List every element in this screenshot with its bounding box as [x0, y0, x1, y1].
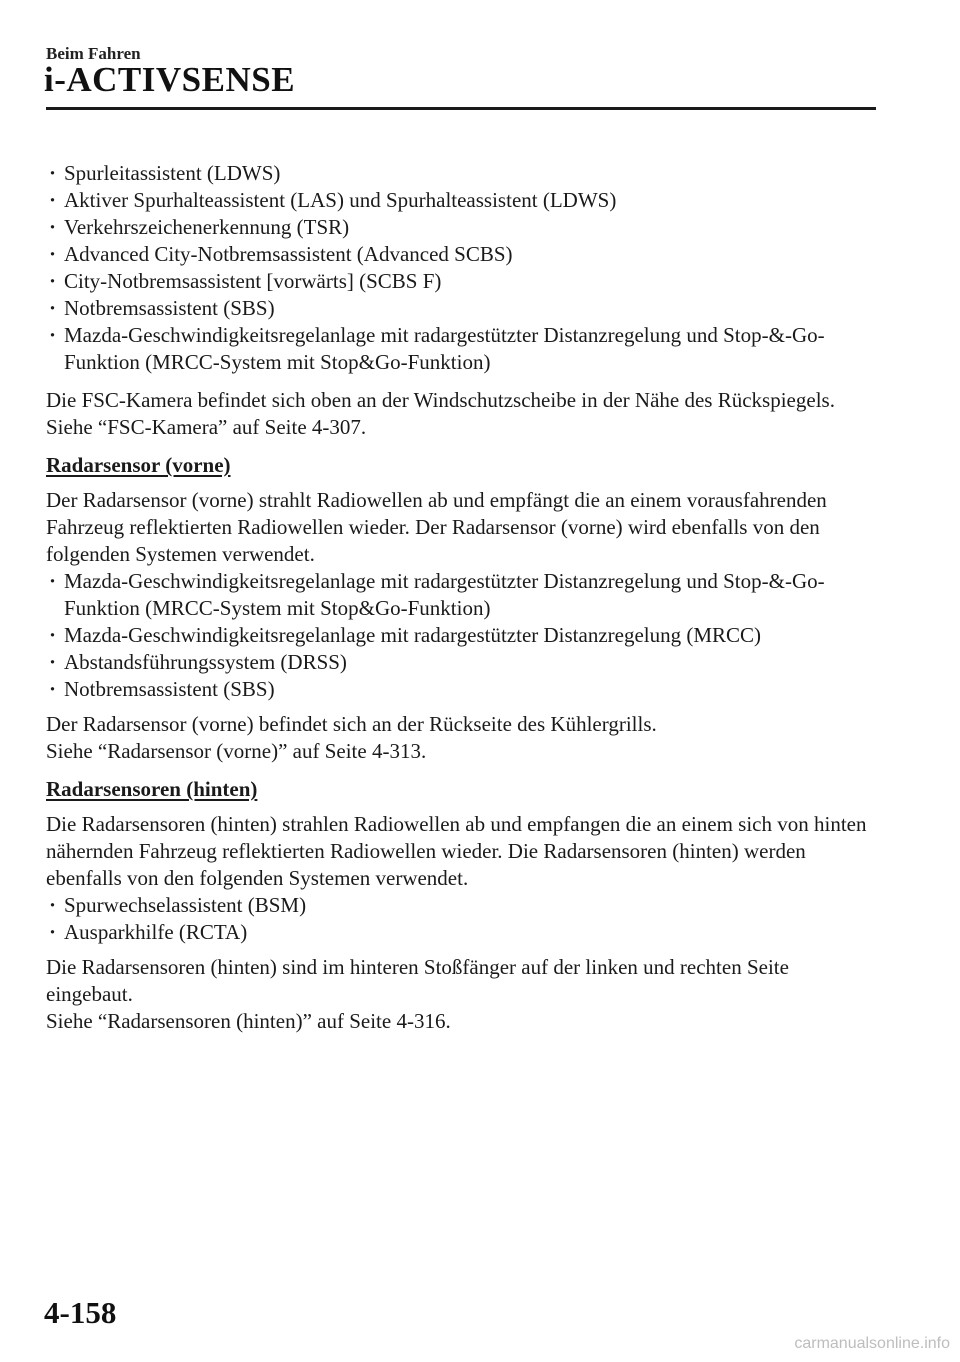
list-item: · Advanced City-Notbremsassistent (Advanced SCBS) — [46, 241, 876, 268]
radar-rear-location: Die Radarsensoren (hinten) sind im hinteren Stoßfänger auf der linken und rechten Seite eingebaut. — [46, 955, 789, 1006]
list-item: · Mazda-Geschwindigkeitsregelanlage mit radargestützter Distanzregelung und Stop-&-Go-Funktion (MRCC-System mit Stop&Go-Funktion) — [46, 322, 876, 376]
list-item: · Spurleitassistent (LDWS) — [46, 160, 876, 187]
watermark-text: carmanualsonline.info — [794, 1335, 950, 1352]
radar-rear-heading: Radarsensoren (hinten) — [46, 777, 258, 801]
fsc-page-reference: Siehe “FSC-Kamera” auf Seite 4-307. — [46, 415, 367, 439]
radar-front-intro: Der Radarsensor (vorne) strahlt Radiowellen ab und empfängt die an einem vorausfahrenden Fahrzeug reflektierten Radiowellen wieder. Der Radarsensor (vorne) wird ebenfalls von den folgenden Systemen verwendet. — [46, 488, 827, 566]
radar-rear-systems-list — [46, 892, 876, 946]
list-item: · Aktiver Spurhalteassistent (LAS) und Spurhalteassistent (LDWS) — [46, 187, 876, 214]
radar-front-location: Der Radarsensor (vorne) befindet sich an der Rückseite des Kühlergrills. — [46, 712, 657, 736]
section-label: Beim Fahren — [46, 44, 141, 63]
page-number: 4-158 — [44, 1295, 117, 1330]
list-item: · Notbremsassistent (SBS) — [46, 295, 876, 322]
radar-front-heading: Radarsensor (vorne) — [46, 453, 231, 477]
page-content — [46, 160, 876, 1035]
list-item: · Mazda-Geschwindigkeitsregelanlage mit radargestützter Distanzregelung (MRCC) — [46, 622, 876, 649]
list-item: · Ausparkhilfe (RCTA) — [46, 919, 876, 946]
list-item: · Notbremsassistent (SBS) — [46, 676, 876, 703]
list-item: · Abstandsführungssystem (DRSS) — [46, 649, 876, 676]
chapter-title: i-ACTIVSENSE — [44, 60, 296, 99]
list-item: · City-Notbremsassistent [vorwärts] (SCBS F) — [46, 268, 876, 295]
radar-rear-page-reference: Siehe “Radarsensoren (hinten)” auf Seite 4-316. — [46, 1009, 451, 1033]
fsc-location-text: Die FSC-Kamera befindet sich oben an der Windschutzscheibe in der Nähe des Rückspiegels. — [46, 388, 835, 412]
radar-front-systems-list — [46, 568, 876, 703]
header-divider — [46, 107, 876, 110]
fsc-systems-list — [46, 160, 876, 376]
list-item: · Verkehrszeichenerkennung (TSR) — [46, 214, 876, 241]
radar-rear-intro: Die Radarsensoren (hinten) strahlen Radiowellen ab und empfangen die an einem sich von hinten nähernden Fahrzeug reflektierten Radiowellen wieder. Die Radarsensoren (hinten) werden ebenfalls von den folgenden Systemen verwendet. — [46, 812, 867, 890]
radar-front-page-reference: Siehe “Radarsensor (vorne)” auf Seite 4-313. — [46, 739, 427, 763]
list-item: · Mazda-Geschwindigkeitsregelanlage mit radargestützter Distanzregelung und Stop-&-Go-Funktion (MRCC-System mit Stop&Go-Funktion) — [46, 568, 876, 622]
list-item: · Spurwechselassistent (BSM) — [46, 892, 876, 919]
